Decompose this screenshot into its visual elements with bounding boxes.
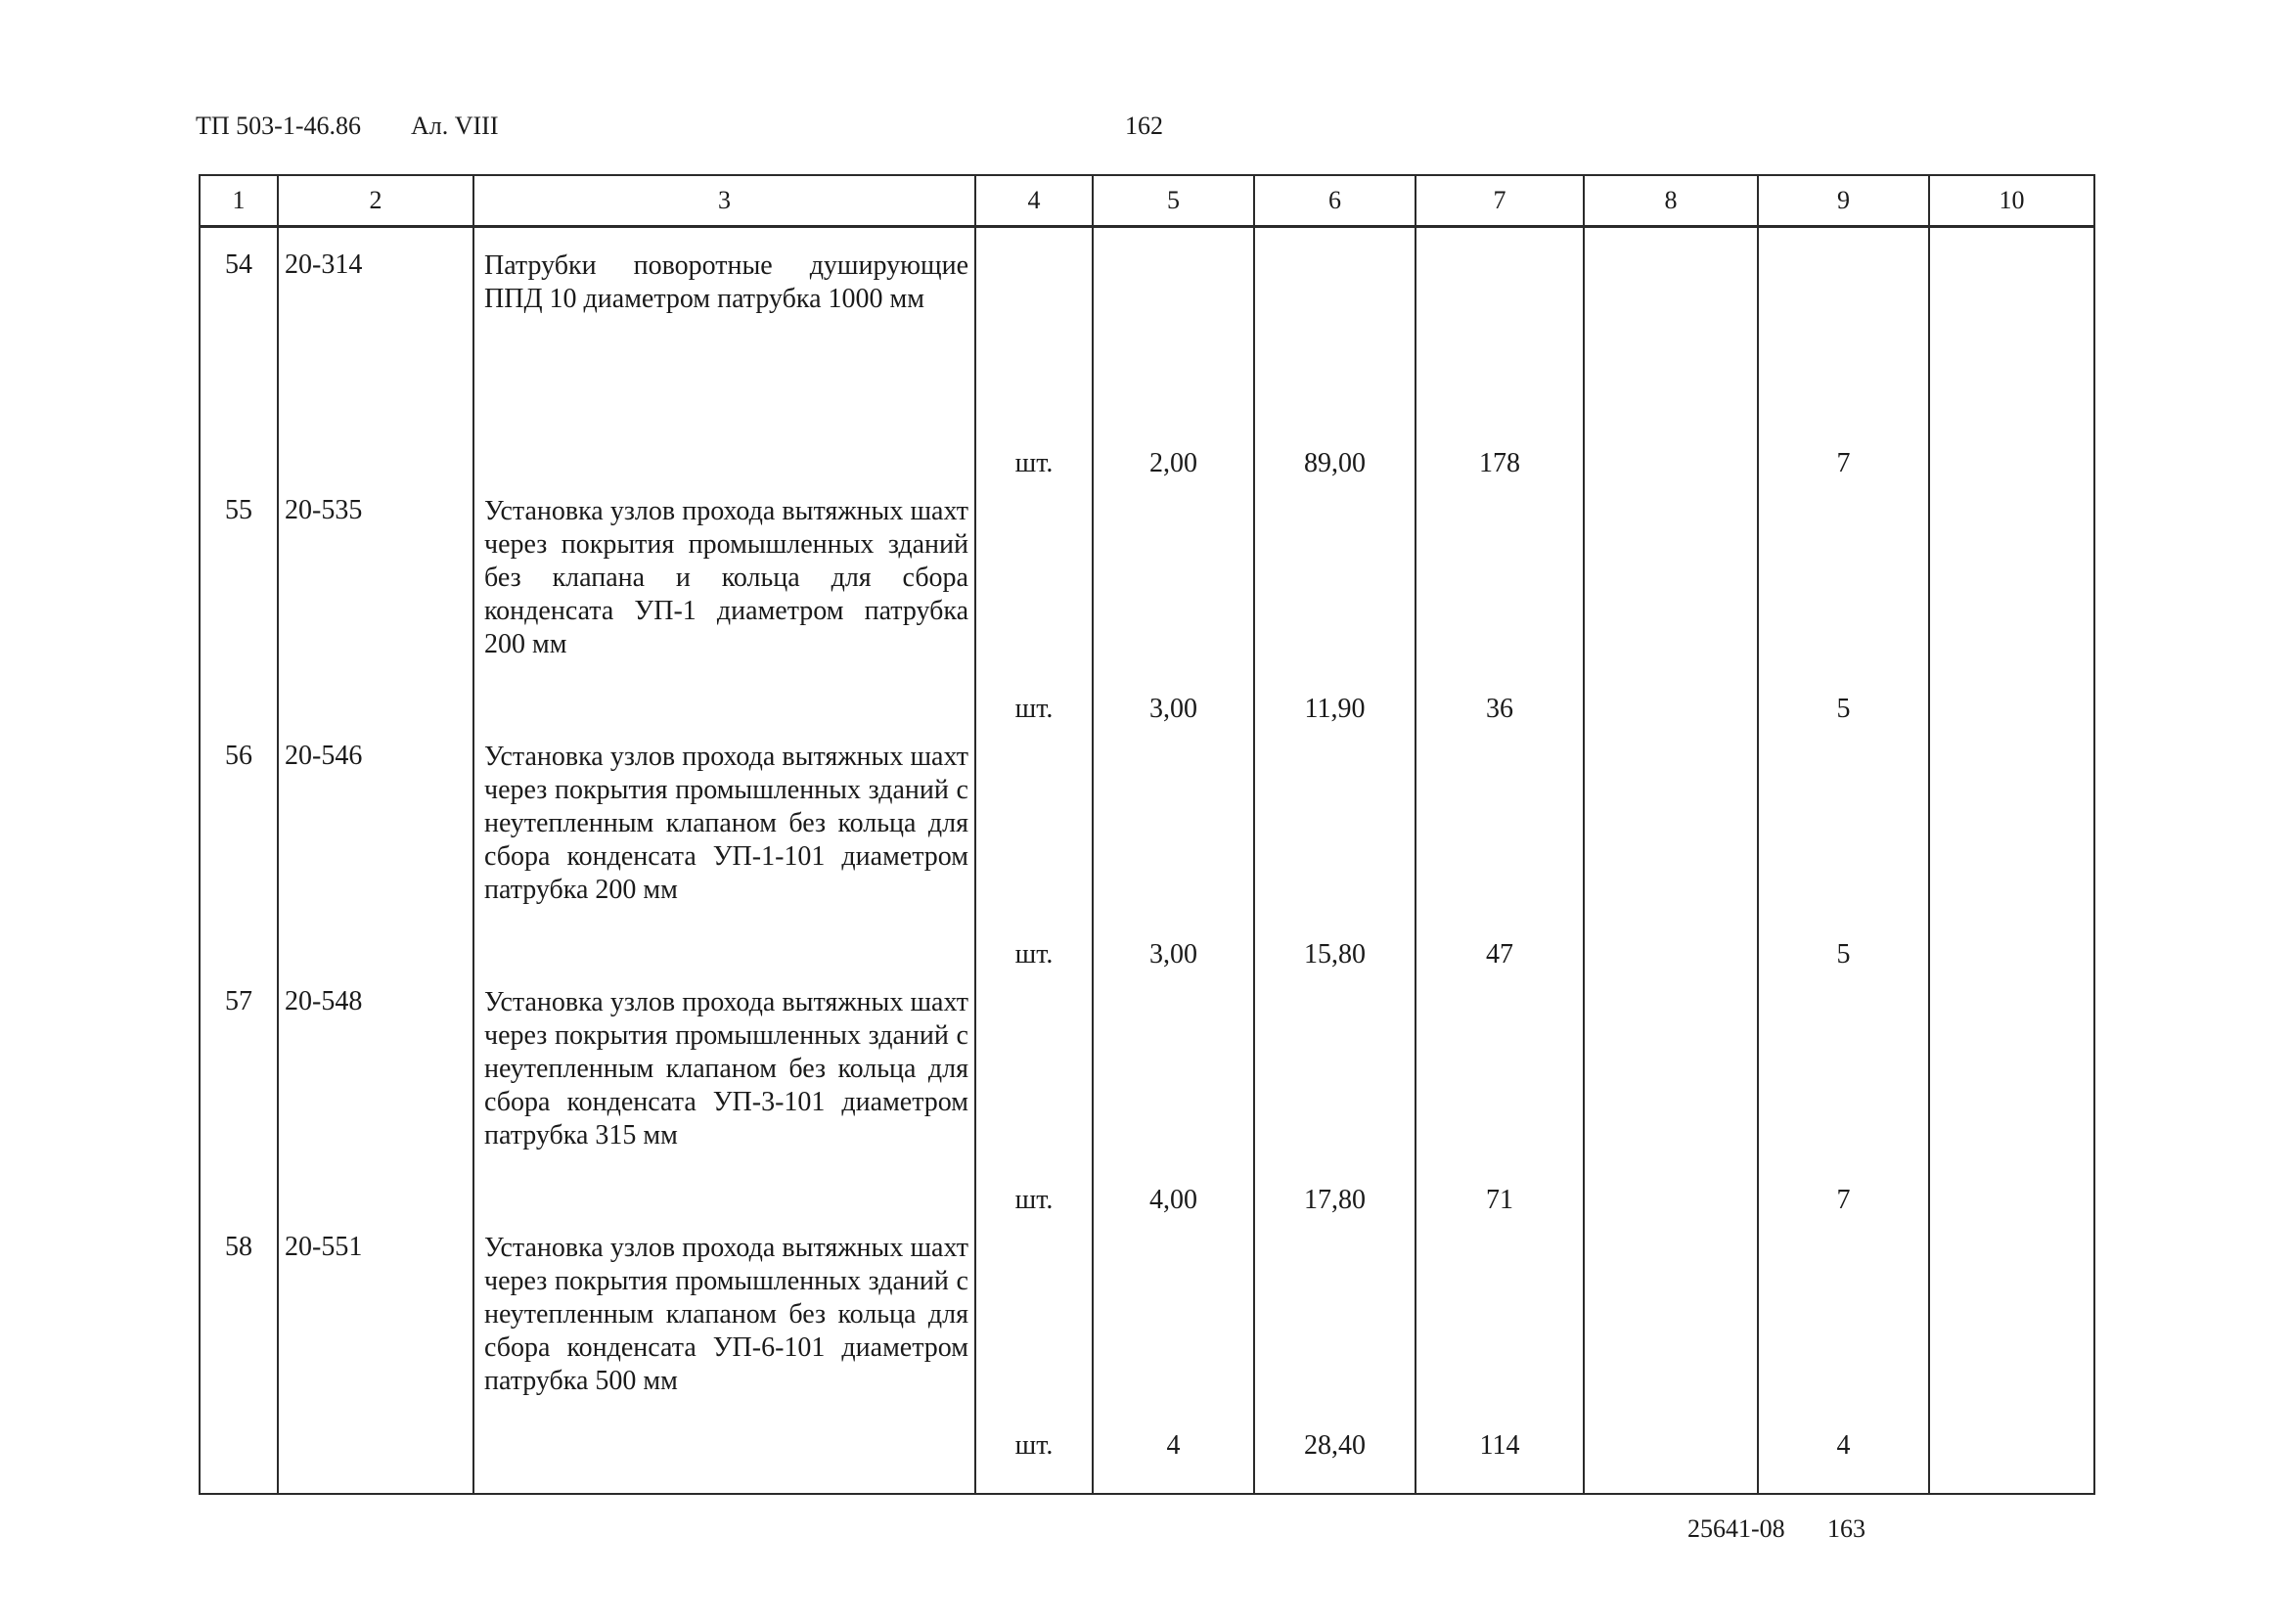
row-col9: 4 [1758, 1216, 1929, 1462]
row-number: 54 [200, 227, 278, 480]
row-number: 58 [200, 1216, 278, 1462]
table-filler-row [200, 1462, 2094, 1494]
table-row [200, 725, 2094, 970]
row-unit-price: 11,90 [1254, 479, 1416, 725]
column-header: 5 [1093, 175, 1254, 227]
empty-cell [975, 1462, 1093, 1494]
empty-cell [1758, 1462, 1929, 1494]
document-code: ТП 503-1-46.86 [196, 112, 361, 140]
row-code: 20-314 [278, 227, 473, 480]
row-quantity: 2,00 [1093, 227, 1254, 480]
column-header: 4 [975, 175, 1093, 227]
row-total: 47 [1416, 725, 1584, 970]
row-col8 [1584, 227, 1758, 480]
row-col8 [1584, 479, 1758, 725]
empty-cell [1416, 1462, 1584, 1494]
column-header: 3 [473, 175, 975, 227]
row-number: 55 [200, 479, 278, 725]
column-header: 9 [1758, 175, 1929, 227]
empty-cell [200, 1462, 278, 1494]
row-description: Патрубки поворотные душирующие ППД 10 диаметром патрубка 1000 мм [473, 227, 975, 480]
row-col10 [1929, 1216, 2094, 1462]
row-col10 [1929, 227, 2094, 480]
row-quantity: 4,00 [1093, 970, 1254, 1216]
empty-cell [278, 1462, 473, 1494]
row-code: 20-551 [278, 1216, 473, 1462]
footer-code: 25641-08 [1687, 1514, 1785, 1543]
row-unit: шт. [975, 1216, 1093, 1462]
column-header: 10 [1929, 175, 2094, 227]
row-unit-price: 15,80 [1254, 725, 1416, 970]
row-number: 56 [200, 725, 278, 970]
row-quantity: 3,00 [1093, 479, 1254, 725]
table-row [200, 1216, 2094, 1462]
column-header: 6 [1254, 175, 1416, 227]
row-unit: шт. [975, 227, 1093, 480]
row-col9: 5 [1758, 725, 1929, 970]
row-description: Установка узлов прохода вытяжных шахт через покрытия промышленных зданий без клапана и кольца для сбора конденсата УП-1 диаметром патрубка 200 мм [473, 479, 975, 725]
column-header: 7 [1416, 175, 1584, 227]
empty-cell [1929, 1462, 2094, 1494]
table-row [200, 227, 2094, 480]
row-description: Установка узлов прохода вытяжных шахт через покрытия промышленных зданий с неутепленным клапаном без кольца для сбора конденсата УП-1-101 диаметром патрубка 200 мм [473, 725, 975, 970]
empty-cell [1093, 1462, 1254, 1494]
row-description: Установка узлов прохода вытяжных шахт через покрытия промышленных зданий с неутепленным клапаном без кольца для сбора конденсата УП-3-101 диаметром патрубка 315 мм [473, 970, 975, 1216]
page-number: 162 [1125, 112, 1163, 140]
footer-page-number: 163 [1827, 1514, 1865, 1543]
empty-cell [1254, 1462, 1416, 1494]
row-quantity: 3,00 [1093, 725, 1254, 970]
row-total: 71 [1416, 970, 1584, 1216]
row-unit-price: 89,00 [1254, 227, 1416, 480]
empty-cell [1584, 1462, 1758, 1494]
row-total: 178 [1416, 227, 1584, 480]
row-col10 [1929, 725, 2094, 970]
table-row [200, 479, 2094, 725]
row-code: 20-546 [278, 725, 473, 970]
row-col9: 5 [1758, 479, 1929, 725]
column-header: 2 [278, 175, 473, 227]
row-col9: 7 [1758, 970, 1929, 1216]
row-col10 [1929, 479, 2094, 725]
row-code: 20-535 [278, 479, 473, 725]
row-number: 57 [200, 970, 278, 1216]
row-col10 [1929, 970, 2094, 1216]
row-total: 114 [1416, 1216, 1584, 1462]
row-unit-price: 28,40 [1254, 1216, 1416, 1462]
row-code: 20-548 [278, 970, 473, 1216]
album-label: Ал. VIII [411, 112, 499, 140]
table-row [200, 970, 2094, 1216]
row-col8 [1584, 1216, 1758, 1462]
row-unit: шт. [975, 970, 1093, 1216]
row-unit: шт. [975, 725, 1093, 970]
row-description: Установка узлов прохода вытяжных шахт через покрытия промышленных зданий с неутепленным клапаном без кольца для сбора конденсата УП-6-101 диаметром патрубка 500 мм [473, 1216, 975, 1462]
column-header: 1 [200, 175, 278, 227]
row-total: 36 [1416, 479, 1584, 725]
row-col8 [1584, 725, 1758, 970]
row-unit: шт. [975, 479, 1093, 725]
empty-cell [473, 1462, 975, 1494]
row-col9: 7 [1758, 227, 1929, 480]
table-header-row [200, 175, 2094, 227]
row-quantity: 4 [1093, 1216, 1254, 1462]
row-unit-price: 17,80 [1254, 970, 1416, 1216]
row-col8 [1584, 970, 1758, 1216]
specification-table [199, 174, 2095, 1495]
column-header: 8 [1584, 175, 1758, 227]
